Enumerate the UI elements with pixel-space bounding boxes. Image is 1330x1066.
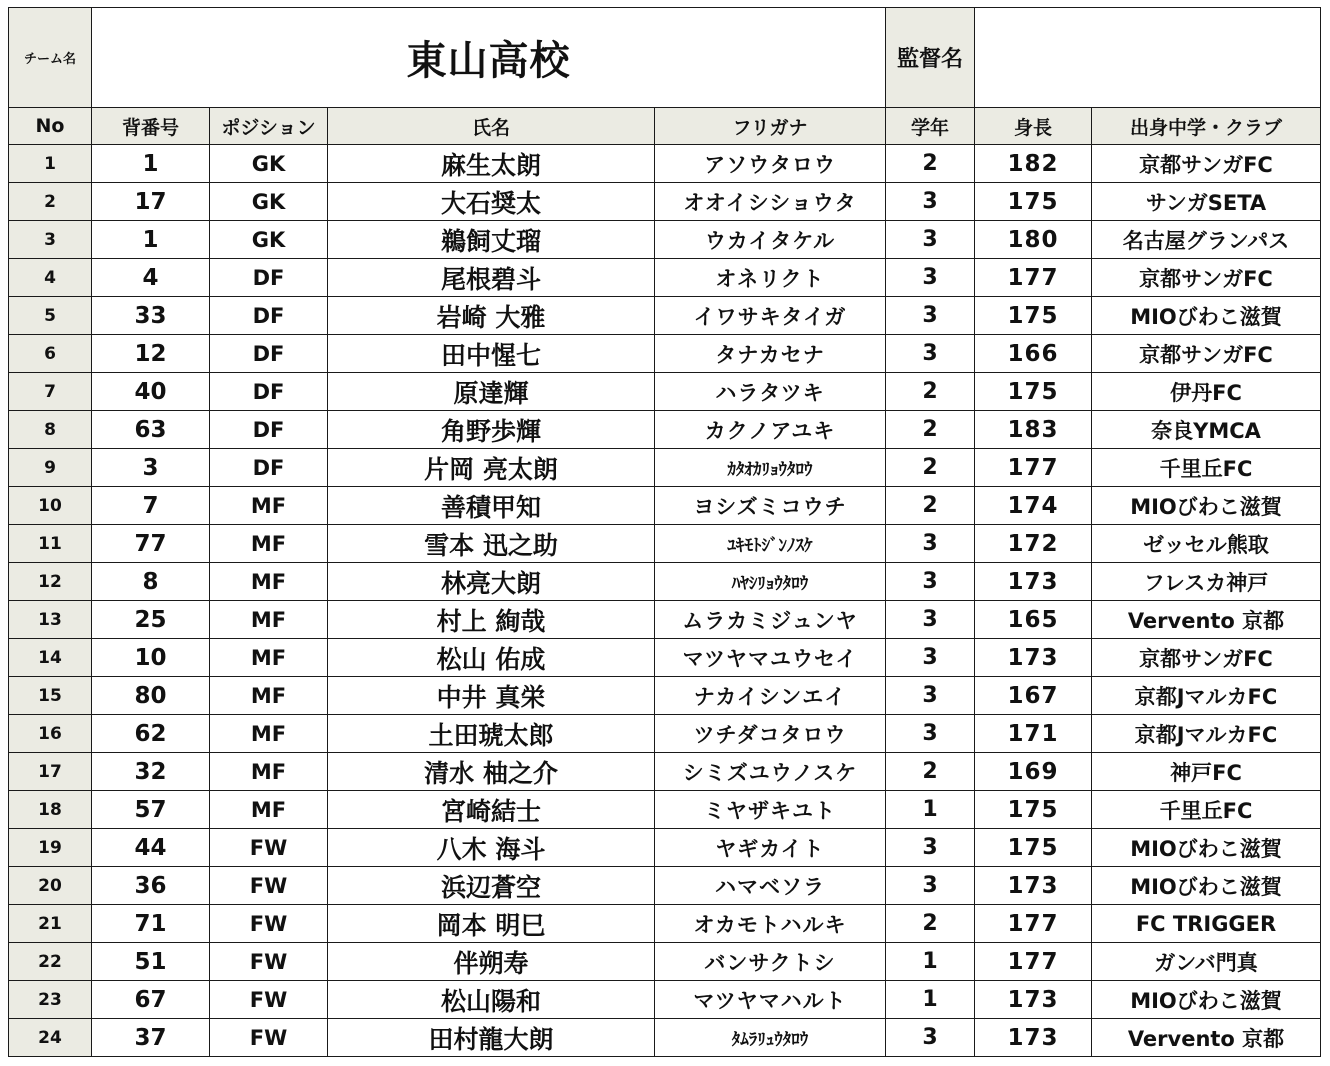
player-no: 2 [9,183,92,221]
player-number: 33 [92,297,210,335]
col-header-position: ポジション [210,108,328,145]
player-height: 169 [975,753,1092,791]
team-header-row [9,8,1321,108]
player-position: GK [210,221,328,259]
table-row [9,753,1321,791]
table-row [9,221,1321,259]
player-height: 175 [975,183,1092,221]
player-grade: 3 [886,677,975,715]
player-position: MF [210,525,328,563]
player-club: 奈良YMCA [1092,411,1321,449]
player-grade: 3 [886,335,975,373]
player-number: 17 [92,183,210,221]
coach-name-label: 監督名 [886,8,975,108]
table-row [9,145,1321,183]
player-name: 田村龍大朗 [328,1019,655,1057]
player-name: 伴朔寿 [328,943,655,981]
player-number: 51 [92,943,210,981]
player-club: 神戸FC [1092,753,1321,791]
player-no: 15 [9,677,92,715]
player-name: 中井 真栄 [328,677,655,715]
player-number: 4 [92,259,210,297]
table-row [9,297,1321,335]
player-grade: 2 [886,411,975,449]
player-position: DF [210,411,328,449]
player-furigana: タナカセナ [655,335,886,373]
player-number: 77 [92,525,210,563]
player-height: 173 [975,867,1092,905]
player-number: 67 [92,981,210,1019]
table-row [9,829,1321,867]
table-row [9,335,1321,373]
player-position: FW [210,981,328,1019]
player-position: FW [210,943,328,981]
player-height: 177 [975,943,1092,981]
player-no: 12 [9,563,92,601]
player-furigana: ナカイシンエイ [655,677,886,715]
player-height: 175 [975,791,1092,829]
player-name: 宮崎結士 [328,791,655,829]
player-furigana: オオイシショウタ [655,183,886,221]
player-height: 175 [975,829,1092,867]
player-grade: 3 [886,259,975,297]
player-furigana: ハマベソラ [655,867,886,905]
player-height: 173 [975,563,1092,601]
player-no: 9 [9,449,92,487]
player-height: 182 [975,145,1092,183]
player-position: GK [210,145,328,183]
player-club: 千里丘FC [1092,791,1321,829]
player-no: 19 [9,829,92,867]
player-position: DF [210,335,328,373]
player-height: 177 [975,449,1092,487]
player-grade: 2 [886,905,975,943]
player-grade: 3 [886,601,975,639]
player-club: MIOびわこ滋賀 [1092,487,1321,525]
player-position: FW [210,829,328,867]
player-position: MF [210,601,328,639]
player-furigana: ツチダコタロウ [655,715,886,753]
player-name: 岩崎 大雅 [328,297,655,335]
player-no: 16 [9,715,92,753]
player-name: 鵜飼丈瑠 [328,221,655,259]
player-club: ゼッセル熊取 [1092,525,1321,563]
player-position: GK [210,183,328,221]
player-grade: 3 [886,829,975,867]
table-row [9,677,1321,715]
player-no: 18 [9,791,92,829]
player-name: 松山 佑成 [328,639,655,677]
player-name: 善積甲知 [328,487,655,525]
player-no: 13 [9,601,92,639]
player-grade: 3 [886,221,975,259]
player-grade: 3 [886,525,975,563]
player-name: 尾根碧斗 [328,259,655,297]
player-grade: 3 [886,563,975,601]
player-furigana: ミヤザキユト [655,791,886,829]
player-furigana: シミズユウノスケ [655,753,886,791]
player-no: 5 [9,297,92,335]
player-club: フレスカ神戸 [1092,563,1321,601]
player-no: 24 [9,1019,92,1057]
player-name: 松山陽和 [328,981,655,1019]
player-furigana: ヨシズミコウチ [655,487,886,525]
table-row [9,411,1321,449]
column-header-row [9,108,1321,145]
player-furigana: ハラタツキ [655,373,886,411]
player-furigana: イワサキタイガ [655,297,886,335]
player-number: 37 [92,1019,210,1057]
table-row [9,943,1321,981]
player-height: 177 [975,905,1092,943]
player-name: 岡本 明巳 [328,905,655,943]
player-number: 63 [92,411,210,449]
player-grade: 2 [886,753,975,791]
player-no: 14 [9,639,92,677]
player-club: 千里丘FC [1092,449,1321,487]
table-row [9,905,1321,943]
player-name: 片岡 亮太朗 [328,449,655,487]
player-club: ガンバ門真 [1092,943,1321,981]
player-furigana: ウカイタケル [655,221,886,259]
player-grade: 3 [886,297,975,335]
player-number: 44 [92,829,210,867]
player-position: MF [210,753,328,791]
player-number: 1 [92,221,210,259]
player-furigana: マツヤマユウセイ [655,639,886,677]
player-position: MF [210,677,328,715]
player-height: 173 [975,1019,1092,1057]
table-row [9,373,1321,411]
table-row [9,639,1321,677]
team-name-value: 東山高校 [92,8,886,108]
player-position: MF [210,563,328,601]
col-header-furigana: フリガナ [655,108,886,145]
table-row [9,183,1321,221]
table-row [9,487,1321,525]
player-grade: 3 [886,867,975,905]
player-no: 4 [9,259,92,297]
player-furigana: ｶﾀｵｶﾘｮｳﾀﾛｳ [655,449,886,487]
player-grade: 1 [886,791,975,829]
player-height: 175 [975,373,1092,411]
player-name: 原達輝 [328,373,655,411]
player-club: 伊丹FC [1092,373,1321,411]
player-height: 173 [975,639,1092,677]
player-club: 京都サンガFC [1092,145,1321,183]
player-name: 清水 柚之介 [328,753,655,791]
player-height: 177 [975,259,1092,297]
player-name: 浜辺蒼空 [328,867,655,905]
col-header-no: No [9,108,92,145]
player-name: 八木 海斗 [328,829,655,867]
player-position: DF [210,259,328,297]
table-row [9,601,1321,639]
col-header-number: 背番号 [92,108,210,145]
col-header-height: 身長 [975,108,1092,145]
player-name: 雪本 迅之助 [328,525,655,563]
player-no: 20 [9,867,92,905]
player-club: 名古屋グランパス [1092,221,1321,259]
player-height: 175 [975,297,1092,335]
player-no: 6 [9,335,92,373]
player-number: 80 [92,677,210,715]
player-grade: 3 [886,1019,975,1057]
player-furigana: オカモトハルキ [655,905,886,943]
player-club: 京都サンガFC [1092,335,1321,373]
player-club: MIOびわこ滋賀 [1092,867,1321,905]
col-header-grade: 学年 [886,108,975,145]
player-position: DF [210,449,328,487]
player-name: 村上 絢哉 [328,601,655,639]
player-name: 田中惺七 [328,335,655,373]
player-height: 180 [975,221,1092,259]
player-grade: 1 [886,981,975,1019]
col-header-club: 出身中学・クラブ [1092,108,1321,145]
player-club: 京都JマルカFC [1092,677,1321,715]
player-position: MF [210,487,328,525]
player-number: 7 [92,487,210,525]
player-grade: 3 [886,715,975,753]
team-name-label: チーム名 [9,8,92,108]
player-position: MF [210,639,328,677]
player-no: 22 [9,943,92,981]
player-furigana: カクノアユキ [655,411,886,449]
player-number: 1 [92,145,210,183]
player-club: サンガSETA [1092,183,1321,221]
player-club: Vervento 京都 [1092,1019,1321,1057]
player-name: 麻生太朗 [328,145,655,183]
player-grade: 3 [886,639,975,677]
player-number: 3 [92,449,210,487]
player-no: 17 [9,753,92,791]
player-club: MIOびわこ滋賀 [1092,297,1321,335]
roster-table [8,7,1321,1057]
table-row [9,1019,1321,1057]
table-row [9,981,1321,1019]
player-no: 21 [9,905,92,943]
player-height: 171 [975,715,1092,753]
player-position: FW [210,1019,328,1057]
player-grade: 3 [886,183,975,221]
player-number: 10 [92,639,210,677]
player-no: 11 [9,525,92,563]
player-name: 林亮大朗 [328,563,655,601]
player-club: 京都サンガFC [1092,639,1321,677]
player-position: MF [210,791,328,829]
player-furigana: ヤギカイト [655,829,886,867]
player-number: 36 [92,867,210,905]
player-position: DF [210,297,328,335]
player-no: 10 [9,487,92,525]
player-no: 3 [9,221,92,259]
player-grade: 2 [886,487,975,525]
player-number: 40 [92,373,210,411]
player-furigana: マツヤマハルト [655,981,886,1019]
table-row [9,791,1321,829]
player-height: 165 [975,601,1092,639]
player-club: MIOびわこ滋賀 [1092,981,1321,1019]
table-row [9,259,1321,297]
player-position: DF [210,373,328,411]
player-no: 7 [9,373,92,411]
player-height: 174 [975,487,1092,525]
player-number: 25 [92,601,210,639]
player-number: 12 [92,335,210,373]
table-row [9,563,1321,601]
player-furigana: バンサクトシ [655,943,886,981]
player-grade: 2 [886,373,975,411]
coach-name-value [975,8,1321,108]
player-height: 172 [975,525,1092,563]
table-row [9,715,1321,753]
player-furigana: ﾕｷﾓﾄｼﾞﾝﾉｽｹ [655,525,886,563]
player-club: FC TRIGGER [1092,905,1321,943]
player-number: 71 [92,905,210,943]
player-no: 8 [9,411,92,449]
player-number: 8 [92,563,210,601]
player-height: 166 [975,335,1092,373]
player-club: 京都サンガFC [1092,259,1321,297]
player-height: 167 [975,677,1092,715]
player-height: 173 [975,981,1092,1019]
player-furigana: アソウタロウ [655,145,886,183]
player-height: 183 [975,411,1092,449]
player-no: 1 [9,145,92,183]
player-grade: 2 [886,449,975,487]
player-name: 土田琥太郎 [328,715,655,753]
player-name: 角野歩輝 [328,411,655,449]
player-position: MF [210,715,328,753]
player-furigana: ﾀﾑﾗﾘｭｳﾀﾛｳ [655,1019,886,1057]
player-furigana: ムラカミジュンヤ [655,601,886,639]
player-grade: 2 [886,145,975,183]
player-grade: 1 [886,943,975,981]
table-row [9,449,1321,487]
player-furigana: オネリクト [655,259,886,297]
col-header-name: 氏名 [328,108,655,145]
player-furigana: ﾊﾔｼﾘｮｳﾀﾛｳ [655,563,886,601]
player-position: FW [210,867,328,905]
player-name: 大石奨太 [328,183,655,221]
player-club: 京都JマルカFC [1092,715,1321,753]
player-number: 32 [92,753,210,791]
player-no: 23 [9,981,92,1019]
player-position: FW [210,905,328,943]
table-row [9,525,1321,563]
player-club: MIOびわこ滋賀 [1092,829,1321,867]
player-number: 62 [92,715,210,753]
player-club: Vervento 京都 [1092,601,1321,639]
table-row [9,867,1321,905]
player-number: 57 [92,791,210,829]
